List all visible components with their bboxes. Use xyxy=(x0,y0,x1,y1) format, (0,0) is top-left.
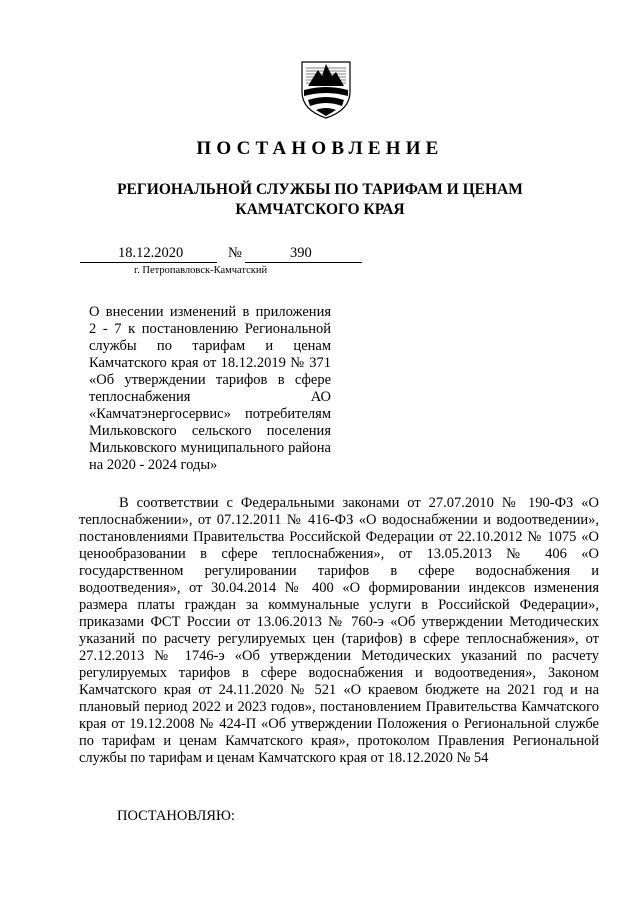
resolve-heading: ПОСТАНОВЛЯЮ: xyxy=(117,808,235,824)
subject-text: О внесении изменений в приложения 2 - 7 к постановлению Региональной службы по тарифам и ценам Камчатского края от 18.12.2019 № 371 «Об утверждении тарифов в сфере теплоснабжения АО «Камчатэнергосервис» потребителям Мильковского сельского поселения Мильковского муниципального района на 2020 - 2024 годы» xyxy=(89,304,331,473)
document-number: 390 xyxy=(290,245,312,261)
body-paragraph: В соответствии с Федеральными законами от 27.07.2010 № 190-ФЗ «О теплоснабжении», от 07.12.2011 № 416-ФЗ «О водоснабжении и водоотведении», постановлениями Правительства Российской Федерации от 22.10.2012 № 1075 «О ценообразовании в сфере теплоснабжения», от 13.05.2013 № 406 «О государственном регулировании тарифов в сфере водоснабжения и водоотведения», от 30.04.2014 № 400 «О формировании индексов изменения размера платы граждан за коммунальные услуги в Российской Федерации», приказами ФСТ России от 13.06.2013 № 760-э «Об утверждении Методических указаний по расчету регулируемых цен (тарифов) в сфере теплоснабжения», от 27.12.2013 № 1746-э «Об утверждении Методических указаний по расчету регулируемых тарифов в сфере водоснабжения и водоотведения», Законом Камчатского края от 24.11.2020 № 521 «О краевом бюджете на 2021 год и на плановый период 2022 и 2023 годов», постановлением Правительства Камчатского края от 19.12.2008 № 424-П «Об утверждении Положения о Региональной службе по тарифам и ценам Камчатского края», протоколом Правления Региональной службы по тарифам и ценам Камчатского края от 18.12.2020 № 54 xyxy=(79,495,599,766)
issuing-authority-line-1: РЕГИОНАЛЬНОЙ СЛУЖБЫ ПО ТАРИФАМ И ЦЕНАМ xyxy=(117,181,523,198)
issuing-authority-line-2: КАМЧАТСКОГО КРАЯ xyxy=(235,201,405,218)
document-city: г. Петропавловск-Камчатский xyxy=(134,265,268,276)
document-subject xyxy=(89,304,331,474)
number-underline xyxy=(245,262,362,263)
date-underline xyxy=(80,262,217,263)
coat-of-arms-icon xyxy=(298,56,354,120)
document-body xyxy=(79,495,599,767)
document-date: 18.12.2020 xyxy=(118,245,184,261)
document-title: ПОСТАНОВЛЕНИЕ xyxy=(196,138,444,159)
issuing-authority xyxy=(0,180,640,220)
number-sign: № xyxy=(228,245,242,261)
